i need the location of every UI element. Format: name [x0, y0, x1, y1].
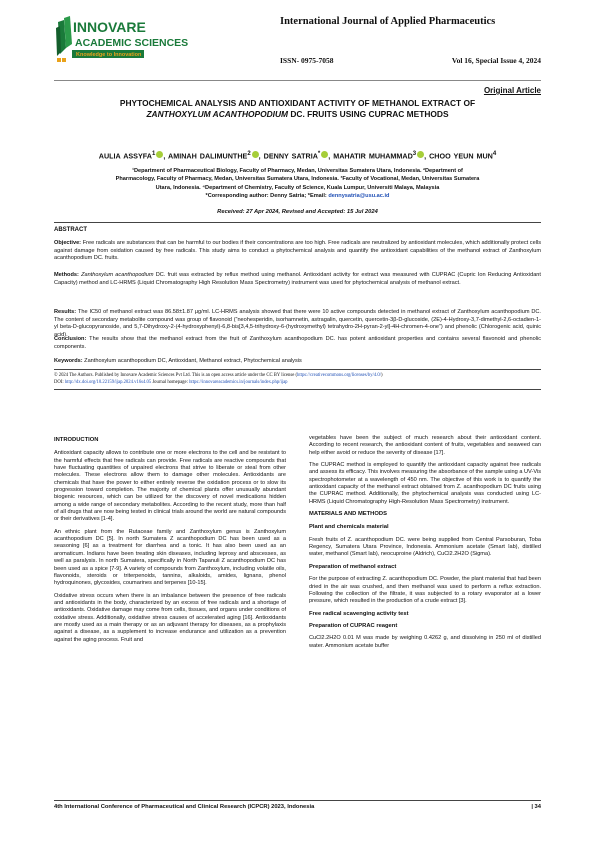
conclusion-text: The results show that the methanol extract from the fruit of Zanthoxylum acanthopodium DC. has potent antioxidant properties and contains several flavonoid and phenolic components. — [54, 336, 541, 350]
author-sup: * — [317, 151, 321, 157]
left-column — [54, 437, 286, 649]
affiliation-line: ¹Department of Pharmaceutical Biology, Faculty of Pharmacy, Medan, Universitas Sumatera Utara, Indonesia. ²Department of — [132, 168, 463, 174]
affiliation-line: Pharmacology, Faculty of Pharmacy, Medan, Universitas Sumatera Utara, Indonesia. ³Faculty of Vocational, Medan, Universitas Sumatera — [115, 176, 480, 183]
corresponding-label: *Corresponding author: Denny Satria; *Email: — [205, 193, 329, 200]
license-notice — [54, 373, 541, 386]
article-title — [54, 98, 541, 120]
corresponding-author — [54, 192, 541, 200]
logo-text-innovare: INNOVARE — [73, 19, 146, 35]
abstract-methods — [54, 272, 541, 287]
doi-line — [54, 380, 541, 387]
plant-paragraph: Fresh fruits of Z. acanthopodium DC. were being supplied from Central Parsoburan, Toba Regency, Sumatera Utara Province, Indonesia. Ammonium acetate (Smart lab), distilled water, methanol (Smart lab), neocuproine (Aldrich), CuCl2.2H2O (Sigma). — [309, 536, 541, 558]
author-list: AULIA ASSYFA$^1$ , AMINAH DALIMUNTHE$^2$ , DENNY SATRIA* , MAHATIR MUHAMMAD$^3$ , CHOO YEUN MUN$^4$ — [98, 151, 497, 161]
author-name: CHOO YEUN MUN — [429, 151, 493, 161]
volume-issue: Vol 16, Special Issue 4, 2024 — [451, 56, 541, 65]
section-heading-introduction: INTRODUCTION — [54, 437, 99, 443]
page-number: | 34 — [531, 804, 541, 810]
abstract-results — [54, 309, 541, 339]
results-text: The IC50 of methanol extract was 86.58±1.87 μg/ml. LC-HRMS analysis showed that there were 10 active compounds detected in methanol extract of Zanthoxylum acanthopodium DC. The content of secondary metabolite compound was group of flavonoid (“neohesperidin, isorhamnetin, astragalin, quercetin, quercetin-3β-D-glucoside, (2E)-4-Hydroxy-3,7-dimethyl-2,6-octadien-1-yl beta-D-glucopyranoside, and 5,7-Dihydroxy-2-(4-hydroxyphenyl)-6,8-bis[3,4,5-trihydroxy-6-(hydroxymethyl) tetrahydro-2H-pyran-2-yl]-4H-chromen-4-one”) and phenolic (Chlorogenic acid, quinic acid). — [54, 309, 541, 338]
extract-paragraph: For the purpose of extracting Z. acanthopodium DC. Powder, the plant material that had been dried in the air was crushed, and then methanol was used to perform a reflux extraction. Following the collection of the filtrate, it was subjected to a rotary evaporator at a lower pressure, which resulted in the production of a crude extract [3]. — [309, 576, 541, 605]
orcid-icon[interactable] — [156, 151, 163, 158]
subheading-extract: Preparation of methanol extract — [309, 563, 397, 570]
orcid-icon[interactable] — [321, 151, 328, 158]
issn: ISSN- 0975-7058 — [280, 56, 334, 65]
article-type: Original Article — [483, 86, 541, 95]
logo-tagline: Knowledge to Innovation — [76, 52, 142, 58]
subheading-cuprac: Preparation of CUPRAC reagent — [309, 622, 398, 629]
homepage-link[interactable]: https://innovareacademics.in/journals/index.php/ijap — [189, 379, 288, 385]
doi-link[interactable]: http://dx.doi.org/10.22159/ijap.2024.v16s4.05 — [64, 379, 152, 385]
title-species: ZANTHOXYLUM ACANTHOPODIUM — [146, 109, 289, 119]
title-line-2 — [54, 109, 541, 120]
affiliations — [54, 167, 541, 201]
abstract-heading: ABSTRACT — [54, 227, 87, 233]
orcid-icon[interactable] — [417, 151, 424, 158]
header-divider — [54, 80, 541, 81]
orcid-icon[interactable] — [252, 151, 259, 158]
methods-text: DC. fruit was extracted by reflux method using methanol. Antioxidant activity for extract was measured with CUPRAC (Cupric Ion Reducing Antioxidant Capacity) method and LC-HRMS (Liquid Chromatography High Resolution Mass Spectrometry) instrument was used for phytochemical analysis of methanol extract. — [54, 272, 541, 286]
title-line-2-rest: DC. FRUITS USING CUPRAC METHODS — [288, 109, 449, 119]
author-sup: 3 — [412, 151, 417, 157]
affiliation-line: Utara, Indonesia. ⁴Department of Chemistry, Faculty of Science, Kuala Lumpur, Universiti Malaya, Malaysia — [155, 184, 440, 191]
title-line-1: PHYTOCHEMICAL ANALYSIS AND ANTIOXIDANT ACTIVITY OF METHANOL EXTRACT OF — [119, 98, 476, 108]
abstract-objective — [54, 240, 541, 263]
results-label: Results: — [54, 309, 78, 315]
footer-conference: 4th International Conference of Pharmaceutical and Clinical Research (ICPCR) 2023, Indonesia — [54, 804, 315, 810]
author-name: DENNY SATRIA — [263, 151, 318, 161]
right-column — [309, 435, 541, 655]
keywords-label: Keywords: — [54, 358, 85, 364]
license-link[interactable]: https://creativecommons.org/licenses/by/4.0/ — [297, 373, 382, 378]
intro-paragraph-2: An ethnic plant from the Rutaceae family and Zanthoxylum genus is Zanthoxylum acanthopodium DC [5]. In north Sumatera Z acanthopodium DC has been used as a seasoning [6] as a treatment for diarrhea and a tonic. It has also been used as an aromaticum. Indians have been treating skin diseases, including leprosy and abscesses, as well as paralysis. In north Sumatera, specifically in North Tapanuli Z acanthopodium DC has been used as a spice [7-9]. A variety of compounds from Zanthoxylum, including volatile oils, flavonoids, steroids or triterpenoids, tannins, alkaloids, amides, lignans, phenol hydroquinones, glycosides, coumarines and terpenes [10-15]. — [54, 528, 286, 587]
journal-title: International Journal of Applied Pharmaceutics — [280, 16, 496, 27]
author-name: MAHATIR MUHAMMAD — [333, 151, 413, 161]
doi-label: DOI: — [54, 379, 65, 385]
objective-label: Objective: — [54, 240, 83, 246]
objective-text: Free radicals are substances that can be harmful to our bodies if their concentrations are too high. Free radicals are neutralized by antioxidant molecules, which additionally protect cells against damage from oxidation caused by free radicals. This study aims to conduct a phytochemical analysis and quantify the antioxidant capabilities of the methanol extract of Zanthoxylum acanthopodium DC. fruits. — [54, 240, 541, 262]
author-name: AULIA ASSYFA — [98, 151, 152, 161]
abstract-top-rule — [54, 222, 541, 223]
abstract-bottom-rule — [54, 369, 541, 370]
section-heading-methods: MATERIALS AND METHODS — [309, 511, 387, 518]
subheading-scavenging: Free radical scavenging activity test — [309, 610, 409, 617]
subheading-plant: Plant and chemicals material — [309, 524, 389, 531]
intro-paragraph-5: The CUPRAC method is employed to quantify the antioxidant capacity against free radicals and assess its efficacy. This involves measuring the absorbance of the sample using a UV-Vis spectrophotometer at a wavelength of 450 nm. The objective of this work is to quantify the antioxidant capacity of the methanol extract obtained from Z. acanthopodium DC fruits using the CUPRAC method. Additionally, the phytochemical analysis was conducted using LC-HRMS (Liquid Chromatography High-Resolution Mass Spectrometry) instrument. — [309, 462, 541, 505]
cuprac-paragraph: CuCl2.2H2O 0.01 M was made by weighing 0.4262 g, and dissolving in 250 ml of distilled water. Ammonium acetate buffer — [309, 635, 541, 649]
intro-paragraph-1: Antioxidant capacity allows to contribute one or more electrons to the cell and be resistant to the harmful effects that free radicals can provide. Free radicals are reactive compounds that have fluctuating quantities of unpaired electrons that strive to liberate or steal from other molecules. These electrons allow them to damage other molecules. Antioxidants are chemicals that have the power to either entirely reverse the oxidation process or to slow its progression toward completion. The majority of chemical plants offer unusually abundant biogenic resources, which can be utilized for the discovery of novel medications hidden among a wide range of secondary metabolites. According to the recent study, more than half of all drugs that are now being tested in clinical trials around the world are natural compounds or their derivatives [1-4]. — [54, 450, 286, 523]
keywords — [54, 358, 541, 366]
keywords-text: Zanthoxylum acanthopodium DC, Antioxidant, Methanol extract, Phytochemical analysis — [84, 358, 302, 364]
received-dates: Received: 27 Apr 2024, Revised and Accepted: 15 Jul 2024 — [217, 209, 378, 215]
methods-label: Methods: — [54, 272, 82, 278]
intro-paragraph-3: Oxidative stress occurs when there is an imbalance between the presence of free radicals and antioxidants in the body, characterized by an excess of free radicals and a shortage of antioxidants. Oxidative damage may come from cells, tissues, and organs under conditions of oxidative stress. Additionally, oxidative stress causes of accelerated aging [16]. Antioxidants are mostly used as a main therapy or as an adjuvant therapy for diseases, as a prophylaxis against a disease, as a supplement to increase endurance and utilization as a prevention against the aging process. Fruit and — [54, 592, 286, 643]
license-text: © 2024 The Authors. Published by Innovare Academic Sciences Pvt Ltd. This is an open access article under the CC BY license ( — [54, 373, 298, 378]
license-text-end: ) — [381, 373, 383, 378]
conclusion-label: Conclusion: — [54, 336, 90, 342]
license-rule — [54, 389, 541, 390]
homepage-label: Journal homepage: — [151, 379, 190, 385]
author-name: AMINAH DALIMUNTHE — [168, 151, 248, 161]
email-link[interactable]: dennysatria@usu.ac.id — [328, 193, 390, 200]
logo-text-academic: ACADEMIC SCIENCES — [75, 37, 189, 49]
footer-rule — [54, 800, 541, 801]
innovare-logo — [54, 14, 189, 76]
author-sup: 2 — [247, 151, 251, 157]
methods-species: Zanthoxylum acanthopodium — [81, 272, 154, 278]
author-sup: 1 — [151, 151, 156, 157]
intro-paragraph-4: vegetables have been the subject of much research about their antioxidant content. According to recent research, the antioxidant content of fruits, vegetables and seaweed can help either avoid or reduce the severity of disease [17]. — [309, 435, 541, 456]
author-sup: 4 — [492, 151, 497, 157]
abstract-conclusion — [54, 336, 541, 351]
